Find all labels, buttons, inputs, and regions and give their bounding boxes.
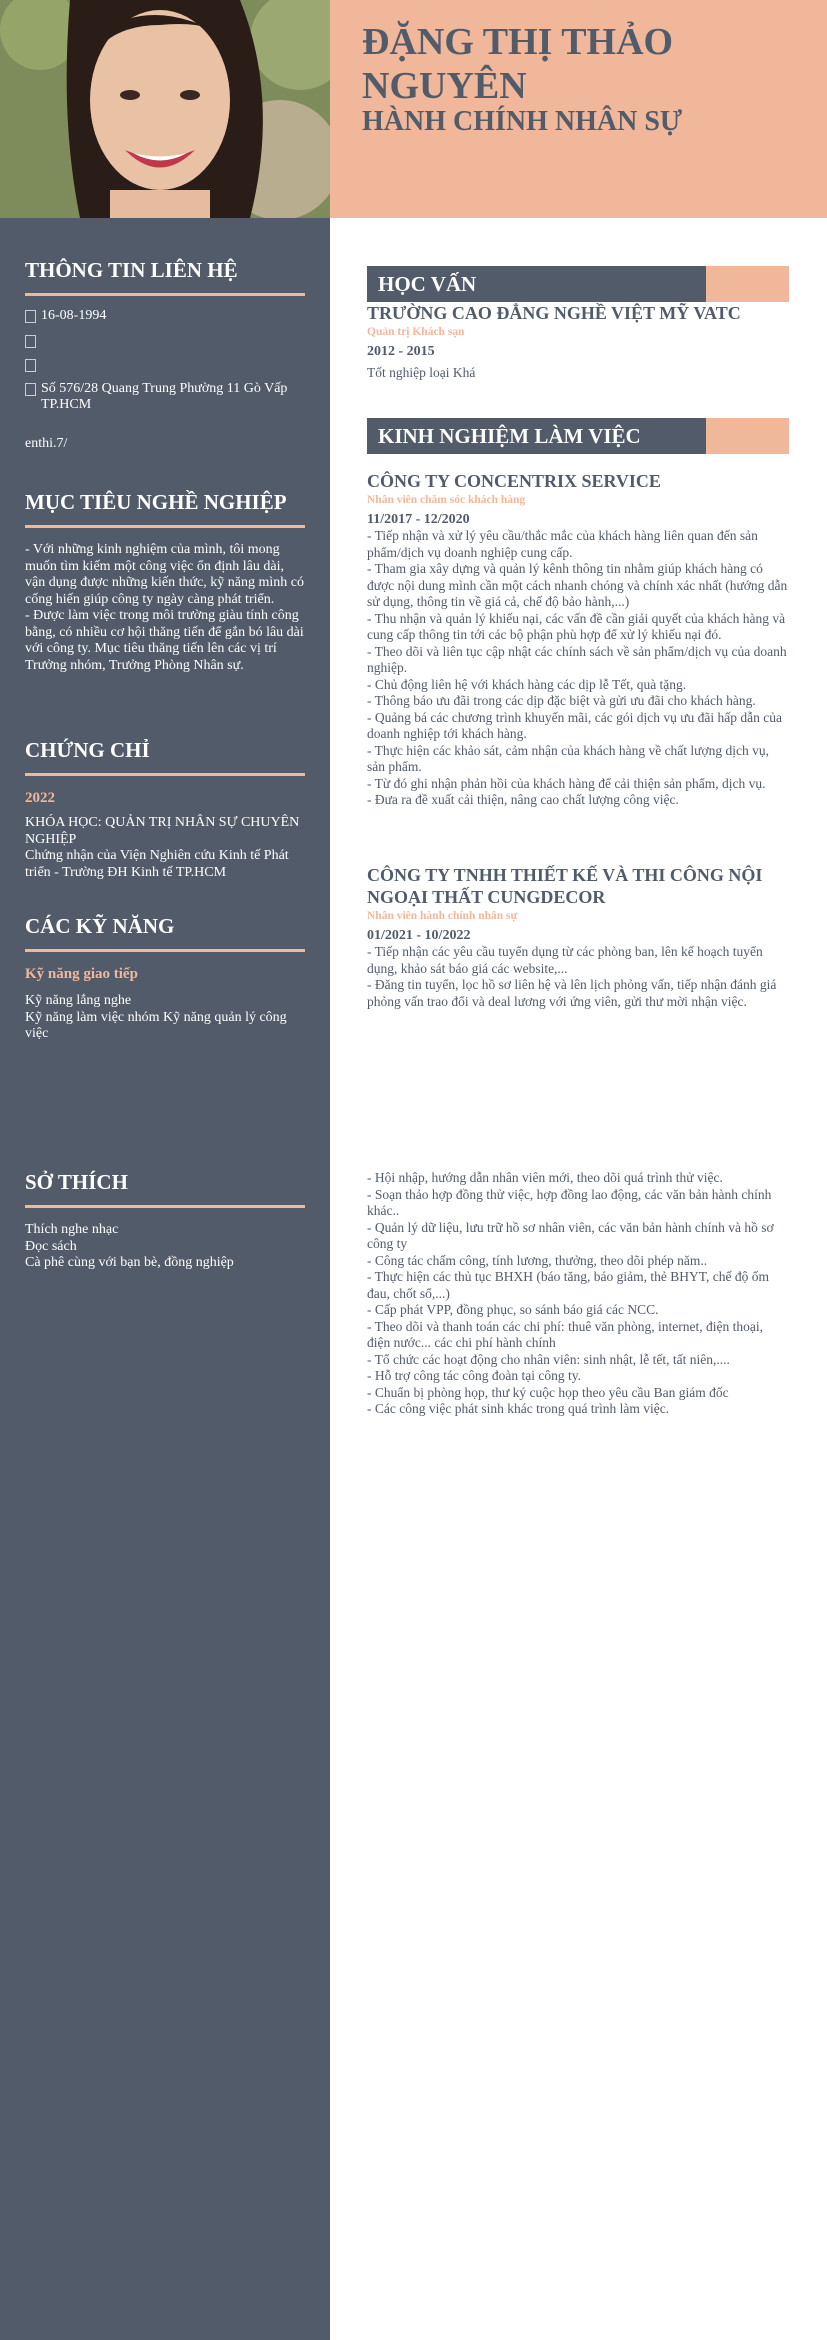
job-details: - Tiếp nhận và xử lý yêu cầu/thắc mắc của khách hàng liên quan đến sản phẩm/dịch vụ doanh nghiệp cung cấp. - Tham gia xây dựng và quản lý kênh thông tin nhằm giúp khách hàng có được nội dung mình cần một cách nhanh chóng và chính xác nhất (hướng dẫn sử dụng, thông tin về giá cả, chế độ bảo hành,...) - Thu nhận và quản lý khiếu nại, các vấn đề cần giải quyết của khách hàng và cung cấp thông tin tới các bộ phận phù hợp để xử lý khiếu nại đó. - Theo dõi và liên tục cập nhật các chính sách về sản phẩm/dịch vụ của doanh nghiệp. - Chủ động liên hệ với khách hàng các dịp lễ Tết, quà tặng. - Thông báo ưu đãi trong các dịp đặc biệt và gửi ưu đãi cho khách hàng. - Quảng bá các chương trình khuyến mãi, các gói dịch vụ ưu đãi hấp dẫn của doanh nghiệp tới khách hàng. - Thực hiện các khảo sát, cảm nhận của khách hàng về chất lượng dịch vụ, sản phẩm. - Từ đó ghi nhận phản hồi của khách hàng để cải thiện sản phẩm, dịch vụ. - Đưa ra đề xuất cải thiện, nâng cao chất lượng công việc. bbox=[367, 528, 788, 807]
hobbies-list: Thích nghe nhạc Đọc sách Cà phê cùng với bạn bè, đồng nghiệp bbox=[25, 1222, 234, 1270]
contact-address bbox=[25, 381, 305, 414]
experience-title: KINH NGHIỆM LÀM VIỆC bbox=[378, 424, 641, 448]
hobbies-title: SỞ THÍCH bbox=[25, 1170, 305, 1208]
job-position: HÀNH CHÍNH NHÂN SỰ bbox=[362, 106, 683, 137]
skills-list: Kỹ năng lắng nghe Kỹ năng làm việc nhóm Kỹ năng quản lý công việc bbox=[25, 993, 287, 1041]
job-period: 01/2021 - 10/2022 bbox=[367, 928, 471, 943]
education-period: 2012 - 2015 bbox=[367, 344, 435, 359]
experience-bar-accent bbox=[706, 418, 789, 454]
contact-phone bbox=[25, 333, 305, 349]
contact-dob bbox=[25, 308, 305, 325]
website-value[interactable]: enthi.7/ bbox=[25, 435, 68, 451]
certificates-section bbox=[25, 738, 305, 881]
profile-photo bbox=[0, 0, 330, 218]
experience-job-1 bbox=[367, 470, 789, 809]
profile-photo-illustration bbox=[0, 0, 330, 218]
job-details: - Tiếp nhận các yêu cầu tuyển dụng từ các phòng ban, lên kế hoạch tuyển dụng, khảo sát báo giá các website,... - Đăng tin tuyển, lọc hồ sơ liên hệ và lên lịch phỏng vấn, tiếp nhận đánh giá phỏng vấn trao đổi và deal lương với ứng viên, gửi thư mời nhận việc. bbox=[367, 944, 777, 1009]
experience-job-2 bbox=[367, 864, 789, 1010]
job-period: 11/2017 - 12/2020 bbox=[367, 512, 470, 527]
certificate-name: KHÓA HỌC: QUẢN TRỊ NHÂN SỰ CHUYÊN NGHIỆP bbox=[25, 815, 300, 847]
job-role: Nhân viên hành chính nhân sự bbox=[367, 910, 518, 922]
dob-value: 16-08-1994 bbox=[41, 308, 107, 323]
address-value: Số 576/28 Quang Trung Phường 11 Gò Vấp TP.HCM bbox=[41, 380, 288, 412]
experience-job-2-continued bbox=[367, 1170, 789, 1418]
contact-email bbox=[25, 357, 305, 373]
education-entry bbox=[367, 302, 789, 382]
objective-section bbox=[25, 490, 305, 674]
job-company: CÔNG TY CONCENTRIX SERVICE bbox=[367, 471, 661, 491]
skill-highlight: Kỹ năng giao tiếp bbox=[25, 966, 138, 982]
certificates-title: CHỨNG CHỈ bbox=[25, 738, 305, 776]
contact-section bbox=[25, 258, 305, 452]
skills-title: CÁC KỸ NĂNG bbox=[25, 914, 305, 952]
job-details-continued: - Hội nhập, hướng dẫn nhân viên mới, theo dõi quá trình thử việc. - Soạn thảo hợp đồng thử việc, hợp đồng lao động, các văn bản hành chính khác.. - Quản lý dữ liệu, lưu trữ hồ sơ nhân viên, các văn bản hành chính và hồ sơ công ty - Công tác chấm công, tính lương, thưởng, theo dõi phép năm.. - Thực hiện các thủ tục BHXH (báo tăng, báo giảm, thẻ BHYT, chế độ ốm đau, chốt sổ,...) - Cấp phát VPP, đồng phục, so sánh báo giá các NCC. - Theo dõi và thanh toán các chi phí: thuê văn phòng, internet, điện thoại, điện nước... các chi phí hành chính - Tổ chức các hoạt động cho nhân viên: sinh nhật, lễ tết, tất niên,.... - Hỗ trợ công tác công đoàn tại công ty. - Chuẩn bị phòng họp, thư ký cuộc họp theo yêu cầu Ban giám đốc - Các công việc phát sinh khác trong quá trình làm việc. bbox=[367, 1170, 774, 1416]
education-bar-accent bbox=[706, 266, 789, 302]
candidate-name: ĐẶNG THỊ THẢO NGUYÊN bbox=[362, 21, 674, 107]
certificate-year: 2022 bbox=[25, 790, 55, 806]
objective-text: - Với những kinh nghiệm của mình, tôi mong muốn tìm kiếm một công việc ổn định lâu dài, vận dụng được những kiến thức, kỹ năng mình có cống hiến giúp công ty ngày càng phát triển. - Được làm việc trong môi trường giàu tính công bằng, có nhiều cơ hội thăng tiến để gắn bó lâu dài với công ty. Mục tiêu thăng tiến lên các vị trí Trưởng nhóm, Trưởng Phòng Nhân sự. bbox=[25, 542, 305, 673]
contact-title: THÔNG TIN LIÊN HỆ bbox=[25, 258, 305, 296]
skills-section bbox=[25, 914, 305, 1043]
hobbies-section bbox=[25, 1170, 305, 1272]
location-icon bbox=[25, 383, 36, 396]
objective-title: MỤC TIÊU NGHỀ NGHIỆP bbox=[25, 490, 305, 528]
education-title: HỌC VẤN bbox=[378, 272, 477, 296]
school-name: TRƯỜNG CAO ĐẲNG NGHỀ VIỆT MỸ VATC bbox=[367, 303, 741, 323]
calendar-icon bbox=[25, 310, 36, 323]
education-major: Quản trị Khách sạn bbox=[367, 326, 465, 338]
job-company: CÔNG TY TNHH THIẾT KẾ VÀ THI CÔNG NỘI NGOẠI THẤT CUNGDECOR bbox=[367, 865, 763, 907]
phone-icon bbox=[25, 335, 36, 348]
email-icon bbox=[25, 359, 36, 372]
education-result: Tốt nghiệp loại Khá bbox=[367, 365, 476, 380]
certificate-detail: Chứng nhận của Viện Nghiên cứu Kinh tế Phát triển - Trường ĐH Kinh tế TP.HCM bbox=[25, 848, 289, 880]
job-role: Nhân viên chăm sóc khách hàng bbox=[367, 494, 526, 506]
